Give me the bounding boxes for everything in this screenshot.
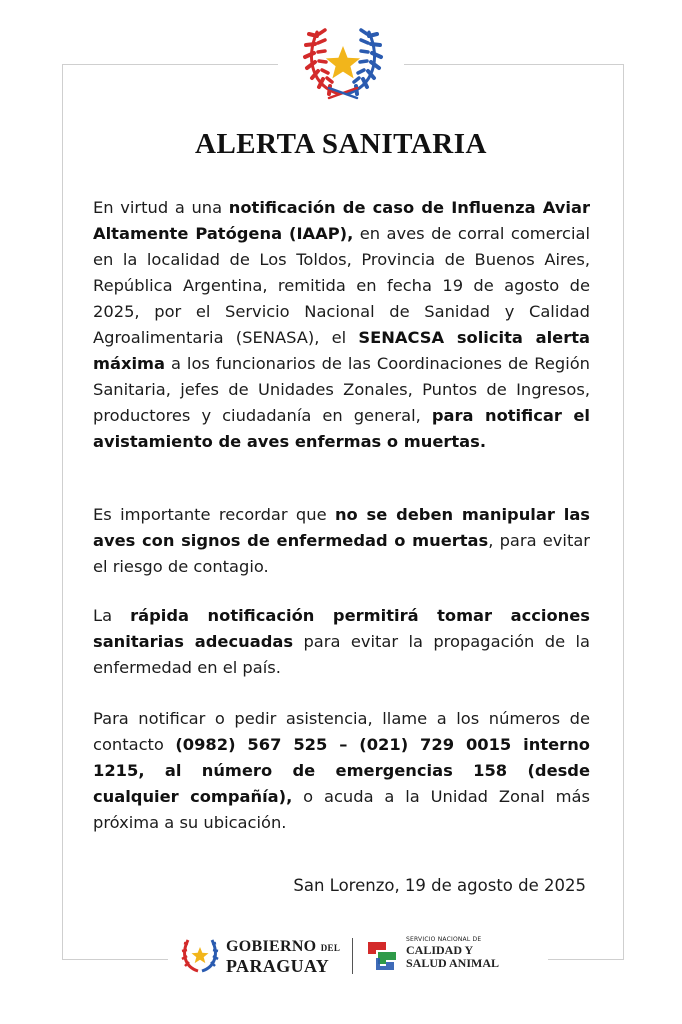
- paragraph-notification: [93, 603, 590, 681]
- text-run: a los funcionarios de las Coordinaciones de Región Sanitaria, jefes de Unidades Zonales, Puntos de Ingresos, productores y ciudadanía en general,: [93, 354, 590, 425]
- page-title: ALERTA SANITARIA: [195, 128, 487, 160]
- paragraph-reminder: [93, 502, 590, 580]
- paragraph-alert: [93, 195, 590, 455]
- bold-text-run: notificación de caso de Influenza Aviar Altamente Patógena (IAAP),: [93, 198, 590, 243]
- bold-text-run: no se deben manipular las aves con signos de enfermedad o muertas: [93, 505, 590, 550]
- frame-top-left: [62, 64, 278, 65]
- bold-text-run: para notificar el avistamiento de aves enfermas o muertas.: [93, 406, 591, 451]
- national-emblem-icon: [299, 24, 387, 100]
- text-run: En virtud a una: [93, 198, 229, 217]
- gobierno-emblem-icon: [180, 936, 220, 974]
- date-line: San Lorenzo, 19 de agosto de 2025: [293, 876, 586, 895]
- senacsa-line2: SALUD ANIMAL: [406, 956, 500, 970]
- footer-logos: [0, 934, 682, 980]
- senacsa-line1: CALIDAD Y: [406, 943, 474, 957]
- text-run: o acuda a la Unidad Zonal más próxima a su ubicación.: [93, 787, 590, 832]
- frame-top-right: [404, 64, 624, 65]
- text-run: en aves de corral comercial en la localidad de Los Toldos, Provincia de Buenos Aires, República Argentina, remitida en fecha 19 de agosto de 2025, por el Servicio Nacional de Sanidad y Calidad Agroalimentaria (SENASA), el: [93, 224, 590, 347]
- bold-text-run: (0982) 567 525 – (021) 729 0015 interno 1215, al número de emergencias 158 (desde cualquier compañía),: [93, 735, 590, 806]
- gobierno-line1: GOBIERNO: [226, 938, 317, 955]
- text-run: Es importante recordar que: [93, 505, 335, 524]
- text-run: La: [93, 606, 131, 625]
- senacsa-wordmark: [406, 936, 499, 970]
- gobierno-wordmark: [226, 938, 340, 976]
- frame-right: [623, 64, 624, 960]
- bold-text-run: SENACSA solicita alerta máxima: [93, 328, 591, 373]
- text-run: , para evitar el riesgo de contagio.: [93, 531, 590, 576]
- senacsa-small: SERVICIO NACIONAL DE: [406, 936, 482, 943]
- text-run: para evitar la propagación de la enfermedad en el país.: [93, 632, 590, 677]
- frame-left: [62, 64, 63, 960]
- bold-text-run: rápida notificación permitirá tomar acciones sanitarias adecuadas: [93, 606, 590, 651]
- gobierno-del: DEL: [320, 943, 341, 953]
- footer-separator: [352, 938, 353, 974]
- text-run: Para notificar o pedir asistencia, llame a los números de contacto: [93, 709, 590, 754]
- senacsa-logo-icon: [364, 938, 400, 974]
- gobierno-line2: PARAGUAY: [226, 956, 330, 976]
- paragraph-contact: [93, 706, 590, 836]
